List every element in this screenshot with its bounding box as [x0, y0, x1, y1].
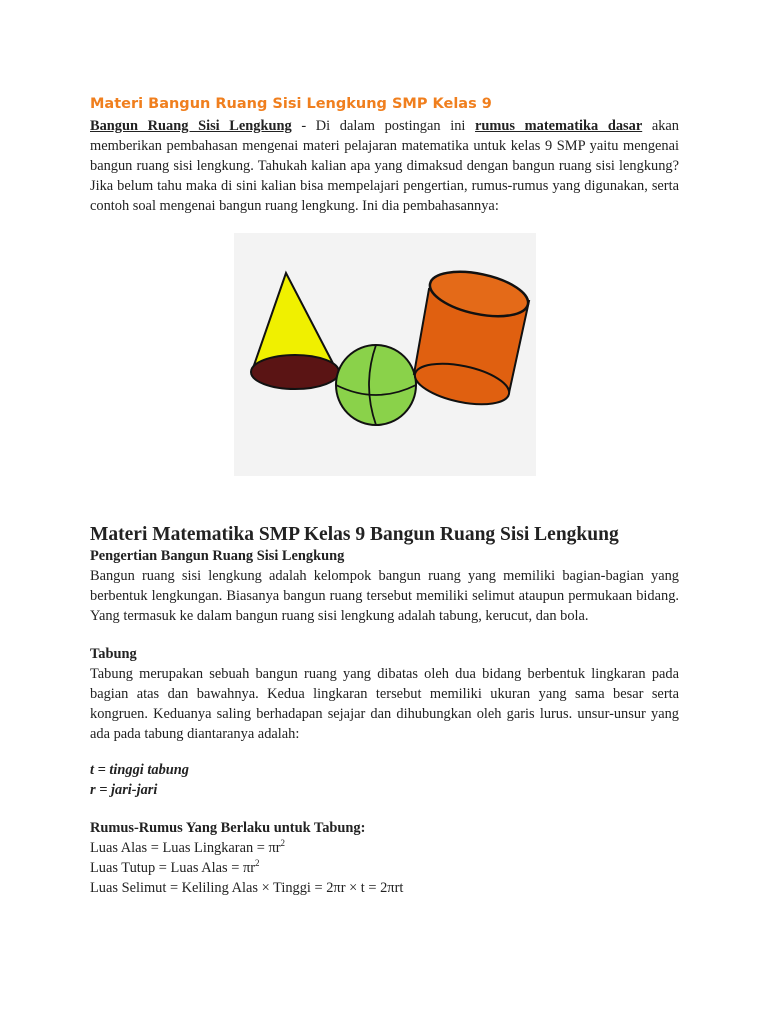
rumus-matematika-link[interactable]: rumus matematika dasar	[475, 118, 643, 134]
intro-section	[90, 94, 679, 216]
tabung-section	[90, 644, 679, 744]
main-heading: Materi Matematika SMP Kelas 9 Bangun Ruang Sisi Lengkung	[90, 524, 619, 545]
formula-luas-tutup-text: Luas Tutup = Luas Alas = πr	[90, 860, 256, 876]
tabung-heading: Tabung	[90, 646, 137, 662]
cone-shape	[251, 273, 339, 389]
squared-sup: 2	[255, 858, 260, 869]
tabung-formulas	[90, 818, 679, 898]
intro-paragraph: memberikan pembahasan mengenai materi pelajaran matematika untuk kelas 9 SMP yaitu mengenai bangun ruang sisi lengkung. Tahukah kalian apa yang dimaksud dengan bangun ruang sisi lengkung? Jika belum tahu maka di sini kalian bisa mempelajari pengertian, rumus-rumus yang digunakan, serta contoh soal mengenai bangun ruang lengkung. Ini dia pembahasannya:	[90, 138, 679, 214]
intro-text-2: akan	[642, 118, 680, 134]
formula-luas-tutup	[90, 858, 679, 878]
intro-first-line	[90, 116, 679, 136]
shapes-illustration	[234, 233, 536, 476]
squared-sup: 2	[280, 838, 286, 849]
formula-luas-alas	[90, 838, 679, 858]
pengertian-heading: Pengertian Bangun Ruang Sisi Lengkung	[90, 548, 345, 564]
formula-luas-alas-text: Luas Alas = Luas Lingkaran = πr	[90, 840, 281, 856]
sphere-shape	[336, 345, 416, 425]
rumus-heading: Rumus-Rumus Yang Berlaku untuk Tabung:	[90, 820, 366, 836]
cylinder-shape	[411, 264, 532, 412]
formula-luas-selimut: Luas Selimut = Keliling Alas × Tinggi = 2πr × t = 2πrt	[90, 880, 404, 896]
intro-text-1: - Di dalam postingan ini	[291, 118, 476, 134]
pengertian-body: Bangun ruang sisi lengkung adalah kelompok bangun ruang yang memiliki bagian-bagian yang berbentuk lengkungan. Biasanya bangun ruang tersebut memiliki selimut ataupun permukaan bidang. Yang termasuk ke dalam bangun ruang sisi lengkung adalah tabung, kerucut, dan bola.	[90, 568, 679, 624]
bangun-ruang-link[interactable]: Bangun Ruang Sisi Lengkung	[90, 118, 292, 134]
tabung-body: Tabung merupakan sebuah bangun ruang yang dibatas oleh dua bidang berbentuk lingkaran pada bagian atas dan bawahnya. Kedua lingkaran tersebut memiliki ukuran yang sama besar serta kongruen. Keduanya saling berhadapan sejajar dan dihubungkan oleh garis lurus. unsur-unsur yang ada pada tabung diantaranya adalah:	[90, 666, 679, 742]
pengertian-section	[90, 546, 679, 626]
tabung-variables	[90, 760, 679, 800]
post-title: Materi Bangun Ruang Sisi Lengkung SMP Kelas 9	[90, 96, 492, 112]
var-tinggi: t = tinggi tabung	[90, 762, 189, 778]
var-jari: r = jari-jari	[90, 782, 158, 798]
